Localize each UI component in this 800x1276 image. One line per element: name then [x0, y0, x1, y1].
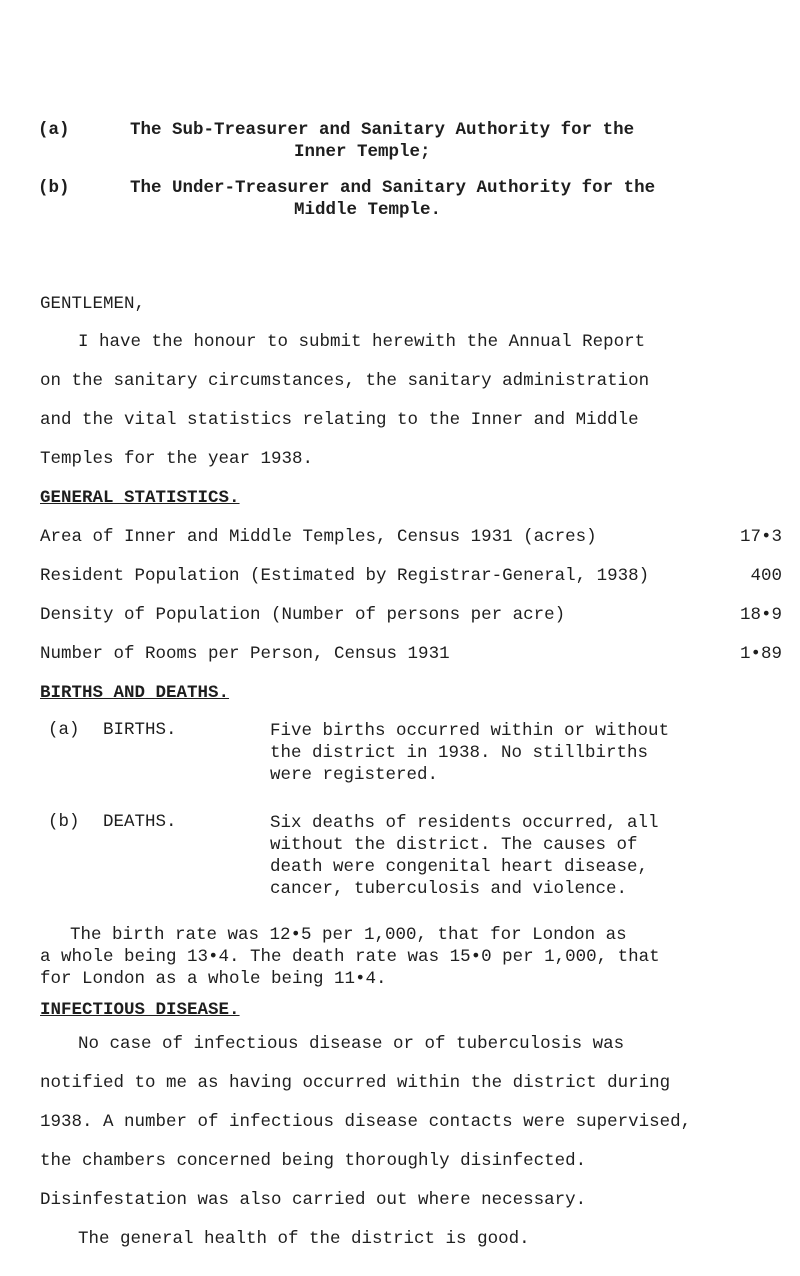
births-text: Five births occurred within or without the district in 1938. No stillbirths were registered.: [270, 721, 670, 785]
infectious-line: No case of infectious disease or of tuberculosis was: [78, 1034, 625, 1054]
births-deaths-heading: BIRTHS AND DEATHS.: [40, 683, 230, 703]
stat-value: 18•9: [739, 605, 782, 625]
addressee-a-line2: Inner Temple;: [294, 142, 431, 162]
infectious-line: Disinfestation was also carried out where necessary.: [40, 1190, 587, 1210]
intro-line: on the sanitary circumstances, the sanitary administration: [40, 371, 650, 391]
deaths-text: Six deaths of residents occurred, all without the district. The causes of death were congenital heart disease, cancer, tuberculosis and violence.: [270, 813, 659, 899]
stat-label: Density of Population (Number of persons per acre): [40, 605, 566, 625]
deaths-label: (b): [48, 812, 80, 832]
addressee-b-label: (b): [38, 178, 70, 198]
stat-label: Area of Inner and Middle Temples, Census 1931 (acres): [40, 527, 597, 547]
stat-label: Number of Rooms per Person, Census 1931: [40, 644, 450, 664]
intro-line: I have the honour to submit herewith the Annual Report: [78, 332, 646, 352]
births-title: BIRTHS.: [103, 720, 177, 740]
stat-value: 1•89: [739, 644, 782, 664]
stat-value: 17•3: [739, 527, 782, 547]
addressee-a-label: (a): [38, 120, 70, 140]
rates-paragraph: The birth rate was 12•5 per 1,000, that for London as a whole being 13•4. The death rate was 15•0 per 1,000, that for London as a whole being 11•4.: [40, 925, 660, 989]
infectious-line: notified to me as having occurred within the district during: [40, 1073, 671, 1093]
closing-statement: The general health of the district is good.: [78, 1229, 530, 1249]
infectious-line: 1938. A number of infectious disease contacts were supervised,: [40, 1112, 692, 1132]
intro-line: and the vital statistics relating to the Inner and Middle: [40, 410, 639, 430]
salutation: GENTLEMEN,: [40, 294, 146, 314]
deaths-title: DEATHS.: [103, 812, 177, 832]
intro-line: Temples for the year 1938.: [40, 449, 314, 469]
addressee-b-line2: Middle Temple.: [294, 200, 442, 220]
births-label: (a): [48, 720, 80, 740]
infectious-heading: INFECTIOUS DISEASE.: [40, 1000, 240, 1020]
general-statistics-heading: GENERAL STATISTICS.: [40, 488, 240, 508]
infectious-line: the chambers concerned being thoroughly disinfected.: [40, 1151, 587, 1171]
stat-value: 400: [750, 566, 782, 586]
stat-label: Resident Population (Estimated by Registrar-General, 1938): [40, 566, 650, 586]
addressee-a-line1: The Sub-Treasurer and Sanitary Authority for the: [130, 120, 635, 140]
addressee-b-line1: The Under-Treasurer and Sanitary Authority for the: [130, 178, 656, 198]
